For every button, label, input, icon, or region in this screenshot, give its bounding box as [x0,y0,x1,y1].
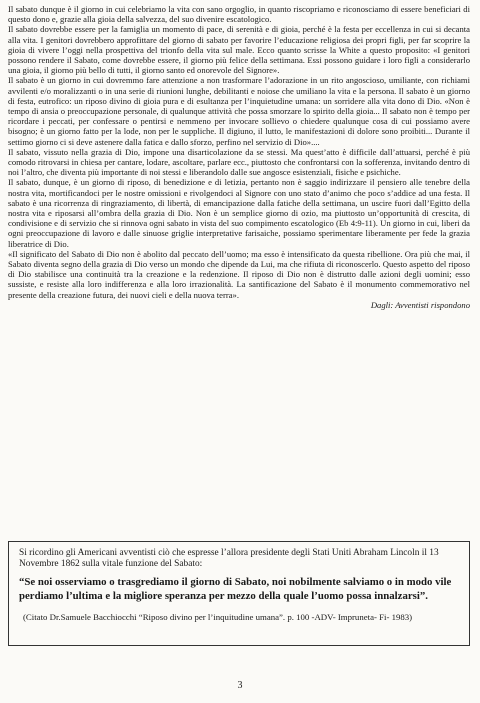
paragraph: Il sabato, vissuto nella grazia di Dio, impone una disarticolazione da se stessi. Ma quest’atto è difficile dall’attuarsi, perché è più comodo ritrovarsi in chiesa per cantare, lodare, ascoltare, parlare ecc., piuttosto che confrontarsi con la sofferenza, invitando dentro di noi l’altro, che diventa più importante di noi stessi e liberandolo dalle sue angosce esistenziali, fisiche e psichiche. [8,146,470,178]
page-number: 3 [237,680,243,691]
body-text [8,4,470,310]
quote-intro: Si ricordino gli Americani avventisti ciò che espresse l’allora presidente degli Stati Uniti Abraham Lincoln il 13 Novembre 1862 sulla vitale funzione del Sabato: [19,548,439,570]
source-signature: Dagli: Avventisti rispondono [370,299,470,310]
paragraph: Il sabato è un giorno in cui dovremmo fare attenzione a non trasformare l’adorazione in un rito angoscioso, umiliante, con richiami avvilenti e/o moralizzanti o in una serie di riunioni lunghe, debilitanti e noiose che umiliano la vita e la persona. Il sabato è un giorno di festa, eutrofico: un riposo divino di gioia pura e di esultanza per l’inquietudine umana: un sorridere alla vita dono di Dio. «Non è tempo di ansia o preoccupazione personale, di qualunque attività che possa smorzare lo spirito della gioia... Il sabato non è tempo per ricordare i peccati, per confessare o pentirsi e nemmeno per invocare sollievo o chiedere qualunque cosa di cui possiamo avere bisogno; è un giorno fatto per la lode, non per le suppliche. Il digiuno, il lutto, le manifestazioni di dolore sono proibiti... Durante il settimo giorno ci si deve astenere dalla fatica e dallo sforzo, perfino nel servizio di Dio».... [8,75,470,147]
paragraph: Il sabato dovrebbe essere per la famiglia un momento di pace, di serenità e di gioia, perché è la festa per eccellenza in cui si decanta alla vita. I genitori dovrebbero approfittare del giorno di sabato per favorire l’educazione religiosa dei propri figli, per far scoprire la gioia di vivere l’oggi nella prospettiva del trionfo della vita sul male. Ecco quanto scrisse la White a questo proposito: «I genitori possono rendere il Sabato, come dovrebbe essere, il giorno più felice della settimana. Essi possono guidare i loro figli a considerarlo una gioia, il giorno più bello di tutti, il giorno santo ed onorevole del Signore». [8,24,470,76]
paragraph: «Il significato del Sabato di Dio non è abolito dal peccato dell’uomo; ma esso è intensificato da questa ribellione. Ora più che mai, il Sabato diventa segno della grazia di Dio verso un mondo che dipende da Lui, ma che rifiuta di riconoscerlo. Questo aspetto del riposo di Dio stabilisce una continuità tra la creazione e la redenzione. Il riposo di Dio non è distrutto dalle azioni degli uomini; esso sussiste, e resiste alla loro indifferenza e alla loro irrazionalità. La santificazione del Sabato è il monumento commemorativo nel presente della creazione futura, dei nuovi cieli e della nuova terra». [8,248,470,300]
paragraph: Il sabato dunque è il giorno in cui celebriamo la vita con sano orgoglio, in quanto riscopriamo e riconosciamo di essere beneficiari di questo dono e, grazie alla gioia della salvezza, del suo divenire escatologico. [8,4,470,25]
quote-citation: (Citato Dr.Samuele Bacchiocchi “Riposo divino per l’inquitudine umana”. p. 100 -ADV- Impruneta- Fi- 1983) [23,611,413,622]
paragraph: Il sabato, dunque, è un giorno di riposo, di benedizione e di letizia, pertanto non è saggio indirizzare il pensiero alle tenebre della nostra vita, mortificandoci per le nostre omissioni e rivolgendoci al Signore con uno stato d’animo che poco s’addice ad una festa. Il sabato è una ricorrenza di ringraziamento, di libertà, di emancipazione dalla fatiche della settimana, un uscire fuori dall’Egitto della nostra vita e riposarsi all’ombra della grazia di Dio. Non è un semplice giorno di ozio, ma piuttosto un’opportunità di crescita, di condivisione e di servizio che si rinnova ogni sabato in vista del suo compimento escatologico (Eb 4:9-11). Un giorno in cui, liberi da ogni preoccupazione di lavoro e dalle sinuose griglie interpretative farisaiche, possiamo sperimentare liberamente per fede la grazia liberatrice di Dio. [8,177,470,249]
lincoln-quote: “Se noi osserviamo o trasgrediamo il giorno di Sabato, noi nobilmente salviamo o in modo vile perdiamo l’ultima e la migliore speranza per mezzo della quale l’uomo possa innalzarsi”. [19,576,452,602]
lincoln-quote-box [8,541,470,646]
